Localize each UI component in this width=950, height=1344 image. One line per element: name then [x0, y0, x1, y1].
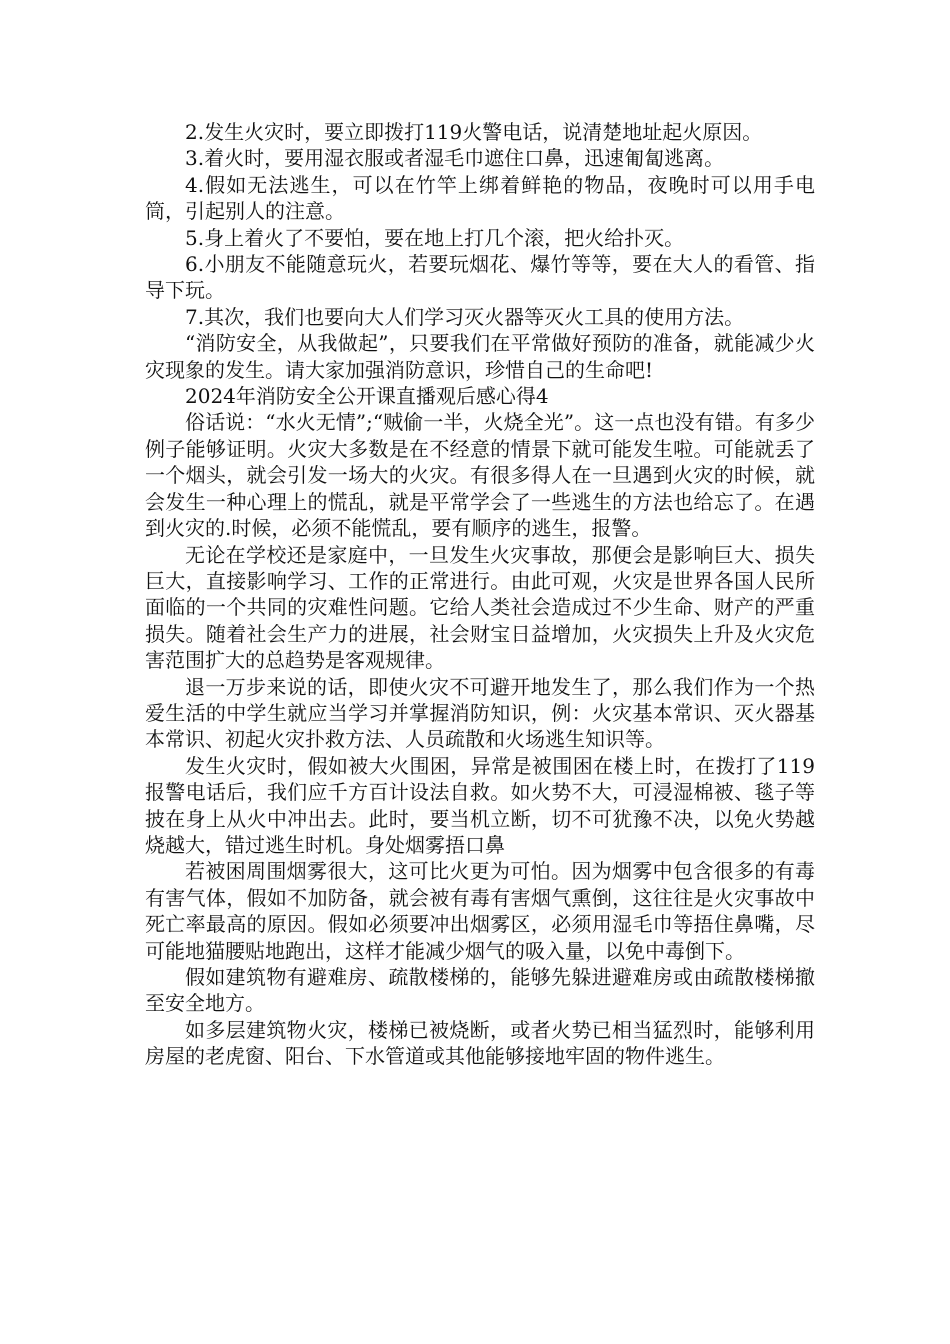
paragraph-tip-7: 7.其次，我们也要向大人们学习灭火器等灭火工具的使用方法。 [185, 304, 745, 329]
document-body [145, 119, 815, 1070]
paragraph-tip-4: 4.假如无法逃生，可以在竹竿上绑着鲜艳的物品，夜晚时可以用手电筒，引起别人的注意。 [145, 172, 815, 224]
paragraph-tip-3: 3.着火时，要用湿衣服或者湿毛巾遮住口鼻，迅速匍匐逃离。 [185, 146, 725, 171]
paragraph-escape-routes: 如多层建筑物火灾，楼梯已被烧断，或者火势已相当猛烈时，能够利用房屋的老虎窗、阳台、下水管道或其他能够接地牢固的物件逃生。 [145, 1017, 815, 1069]
paragraph-tip-5: 5.身上着火了不要怕，要在地上打几个滚，把火给扑灭。 [185, 225, 685, 250]
paragraph-self-rescue: 发生火灾时，假如被大火围困，异常是被围困在楼上时，在拨打了119报警电话后，我们应千方百计设法自救。如火势不大，可浸湿棉被、毯子等披在身上从火中冲出去。此时，要当机立断，切不可犹豫不决，以免火势越烧越大，错过逃生时机。身处烟雾捂口鼻 [145, 753, 815, 857]
paragraph-refuge: 假如建筑物有避难房、疏散楼梯的，能够先躲进避难房或由疏散楼梯撤至安全地方。 [145, 965, 815, 1016]
section-heading: 2024年消防安全公开课直播观后感心得4 [185, 384, 549, 409]
paragraph-closing: “消防安全，从我做起”，只要我们在平常做好预防的准备，就能减少火灾现象的发生。请大家加强消防意识，珍惜自己的生命吧! [145, 331, 815, 382]
paragraph-impact: 无论在学校还是家庭中，一旦发生火灾事故，那便会是影响巨大、损失巨大，直接影响学习、工作的正常进行。由此可观，火灾是世界各国人民所面临的一个共同的灾难性问题。它给人类社会造成过不少生命、财产的严重损失。随着社会生产力的进展，社会财宝日益增加，火灾损失上升及火灾危害范围扩大的总趋势是客观规律。 [145, 542, 815, 673]
paragraph-intro: 俗话说：“水火无情”;“贼偷一半，火烧全光”。这一点也没有错。有多少例子能够证明。火灾大多数是在不经意的情景下就可能发生啦。可能就丢了一个烟头，就会引发一场大的火灾。有很多得人在一旦遇到火灾的时候，就会发生一种心理上的慌乱，就是平常学会了一些逃生的方法也给忘了。在遇到火灾的.时候，必须不能慌乱，要有顺序的逃生，报警。 [145, 410, 815, 541]
paragraph-smoke: 若被困周围烟雾很大，这可比火更为可怕。因为烟雾中包含很多的有毒有害气体，假如不加防备，就会被有毒有害烟气熏倒，这往往是火灾事故中死亡率最高的原因。假如必须要冲出烟雾区，必须用湿毛巾等捂住鼻嘴，尽可能地猫腰贴地跑出，这样才能减少烟气的吸入量，以免中毒倒下。 [145, 859, 815, 963]
paragraph-knowledge: 退一万步来说的话，即使火灾不可避开地发生了，那么我们作为一个热爱生活的中学生就应当学习并掌握消防知识，例：火灾基本常识、灭火器基本常识、初起火灾扑救方法、人员疏散和火场逃生知识等。 [145, 674, 815, 752]
paragraph-tip-2: 2.发生火灾时，要立即拨打119火警电话，说清楚地址起火原因。 [185, 120, 763, 144]
paragraph-tip-6: 6.小朋友不能随意玩火，若要玩烟花、爆竹等等，要在大人的看管、指导下玩。 [145, 252, 815, 303]
